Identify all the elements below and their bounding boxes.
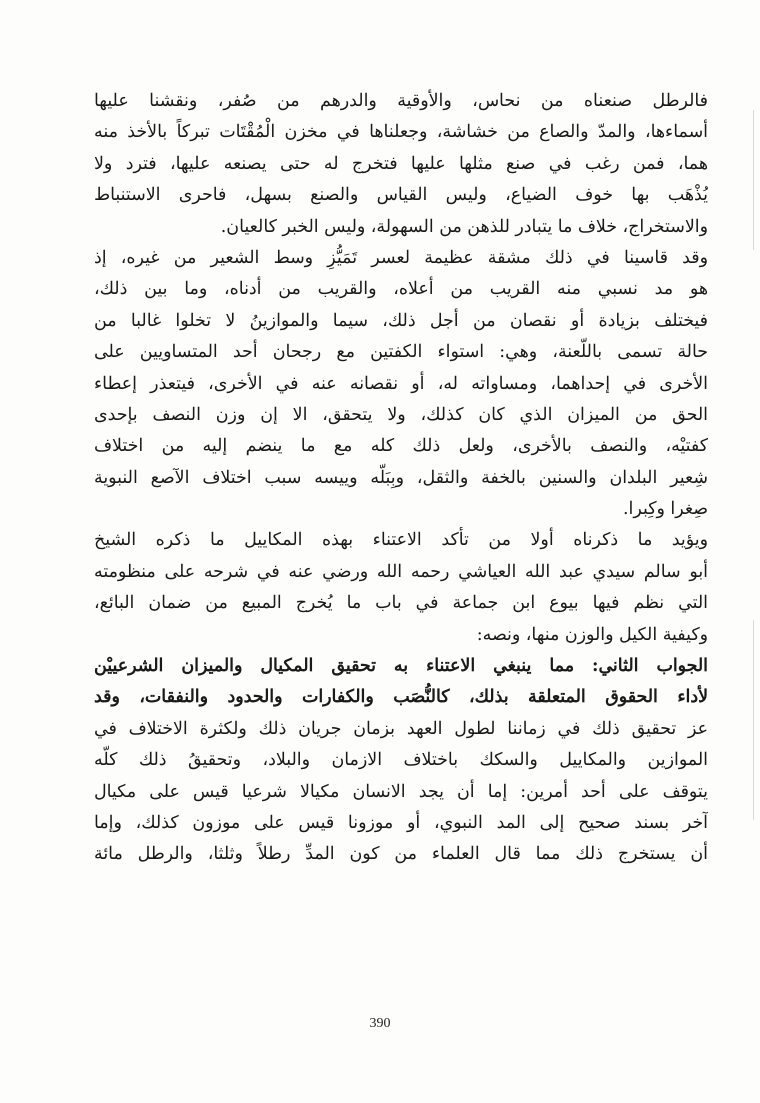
text-line: أن يستخرج ذلك مما قال العلماء من كون المدِّ رطلاً وثلثا، والرطل مائة [94,844,708,865]
text-line: ويؤيد ما ذكرناه أولا من تأكد الاعتناء بهذه المكاييل ما ذكره الشيخ [94,530,708,551]
text-line: هو مد نسبي منه القريب من أعلاه، والقريب من أدناه، وما بين ذلك، [94,279,708,300]
text-line: الموازين والمكاييل والسكك باختلاف الازمان والبلاد، وتحقيقُ ذلك كلّه [94,750,708,771]
page-number: 390 [369,1016,391,1031]
text-line: التي نظم فيها بيوع ابن جماعة في باب ما يُخرج المبيع من ضمان البائع، [94,593,708,614]
text-line: عز تحقيق ذلك في زماننا لطول العهد بزمان جريان ذلك ولكثرة الاختلاف في [94,718,708,739]
text-line: آخر بسند صحيح إلى المد النبوي، أو موزونا قيس على موزون كذلك، وإما [94,812,708,833]
paragraph-1 [94,86,708,243]
scan-edge-mark [753,110,754,250]
text-line: يُذْهَب بها خوف الضياع، وليس القياس والصنع بسهل، فاحرى الاستنباط [94,185,708,206]
text-line: فالرطل صنعناه من نحاس، والأوقية والدرهم من صُفر، ونقشنا عليها [94,91,708,111]
text-line: كفتيْه، والنصف بالأخرى، ولعل ذلك كله مع ما ينضم إليه من اختلاف [94,436,708,457]
text-line: أسماءها، والمدّ والصاع من خشاشة، وجعلناها في مخزن الْمُقْتَات تبركاً بالأخذ منه [94,122,708,143]
paragraph-3 [94,525,708,651]
text-line: لأداء الحقوق المتعلقة بذلك، كالنُّصَب والكفارات والحدود والنفقات، وقد [94,687,708,708]
text-line: أبو سالم سيدي عبد الله العياشي رحمه الله ورضي عنه في شرحه على منظومته [94,561,708,582]
text-line: فيختلف بزيادة أو نقصان من أجل ذلك، سيما والموازينُ لا تخلوا غالبا من [94,310,708,331]
text-line: صِغرا وكِبرا. [623,499,708,520]
text-line: حالة تسمى باللّعنة، وهي: استواء الكفتين مع رجحان أحد المتساويين على [94,342,708,363]
text-line: الأخرى في إحداهما، ومساواته له، أو نقصانه عنه في الأخرى، فيتعذر إعطاء [94,373,708,394]
text-line: وقد قاسينا في ذلك مشقة عظيمة لعسر تَمَيُّزِ وسط الشعير من غيره، إذ [94,247,708,268]
paragraph-2 [94,243,708,526]
scan-edge-mark [753,620,754,820]
text-line: الجواب الثاني: مما ينبغي الاعتناء به تحقيق المكيال والميزان الشرعييْن [94,656,708,677]
text-line: يتوقف على أحد أمرين: إما أن يجد الانسان مكيالا شرعيا قيس على مكيال [94,781,708,802]
paragraph-4 [94,651,708,871]
text-line: وكيفية الكيل والوزن منها، ونصه: [476,624,708,645]
text-line: هما، فمن رغب في صنع مثلها عليها فتخرج له حتى يصنعه عليها، فترد ولا [94,153,708,174]
text-line: الحق من الميزان الذي كان كذلك، ولا يتحقق، الا إن وزن النصف بإحدى [94,404,708,425]
text-line: شِعير البلدان والسنين بالخفة والثقل، وبِبَلّه وييسه سبب اختلاف الآصع النبوية [94,467,708,488]
page-body [94,86,708,871]
text-line: والاستخراج، خلاف ما يتبادر للذهن من السهولة، وليس الخبر كالعيان. [220,216,708,237]
